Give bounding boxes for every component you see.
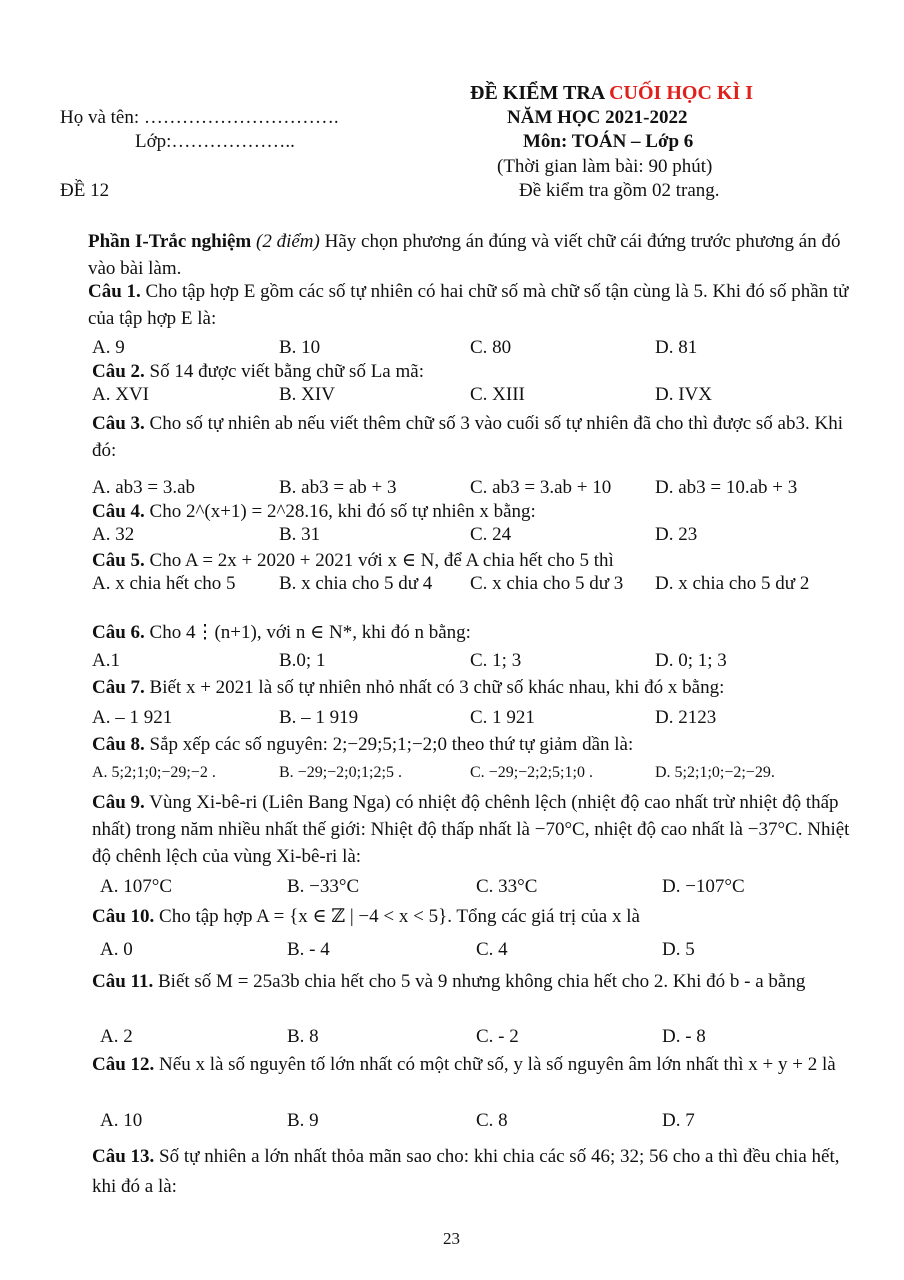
name-field: Họ và tên: …………………………. [60,107,339,128]
question-text: Cho tập hợp A = {x ∈ ℤ | −4 < x < 5}. Tổng các giá trị của x là [159,906,640,927]
option-a[interactable]: A. 0 [100,939,133,960]
options-4 [92,524,872,548]
section-points: (2 điểm) [256,231,320,252]
options-2 [92,384,872,408]
question-text: Số tự nhiên a lớn nhất thỏa mãn sao cho: khi chia các số 46; 32; 56 cho a thì đều chia hết, khi đó a là: [92,1146,840,1197]
question-5 [92,549,614,573]
question-label: Câu 5. [92,550,145,571]
options-8 [92,764,872,788]
exam-title-highlight: CUỐI HỌC KÌ I [609,82,754,104]
options-7 [92,707,872,731]
option-c[interactable]: C. 1; 3 [470,650,522,671]
option-b[interactable]: B. 9 [287,1110,319,1131]
page-number: 23 [443,1229,460,1248]
option-a[interactable]: A. XVI [92,384,149,405]
option-c[interactable]: C. - 2 [476,1026,519,1047]
exam-title-prefix: ĐỀ KIỂM TRA [470,82,605,104]
option-a[interactable]: A. – 1 921 [92,707,173,728]
option-d[interactable]: D. x chia cho 5 dư 2 [655,573,810,594]
question-label: Câu 10. [92,906,155,927]
options-12 [100,1110,880,1134]
question-7 [92,676,724,700]
question-9 [92,789,868,870]
options-10 [100,939,880,963]
question-10 [92,905,640,929]
option-c[interactable]: C. 80 [470,337,512,358]
option-a[interactable]: A. 5;2;1;0;−29;−2 . [92,764,216,781]
question-text: Nếu x là số nguyên tố lớn nhất có một chữ số, y là số nguyên âm lớn nhất thì x + y + 2 là [159,1054,836,1075]
option-a[interactable]: A.1 [92,650,120,671]
exam-title [470,82,753,104]
question-text: Số 14 được viết bằng chữ số La mã: [149,361,424,382]
option-d[interactable]: D. 5 [662,939,695,960]
option-a[interactable]: A. 10 [100,1110,143,1131]
option-c[interactable]: C. 4 [476,939,508,960]
option-c[interactable]: C. −29;−2;2;5;1;0 . [470,764,593,781]
section-title: Phần I-Trắc nghiệm [88,231,252,252]
options-11 [100,1026,880,1050]
option-c[interactable]: C. XIII [470,384,525,405]
option-b[interactable]: B.0; 1 [279,650,326,671]
option-a[interactable]: A. 107°C [100,876,172,897]
option-b[interactable]: B. 8 [287,1026,319,1047]
section-heading [88,228,868,282]
question-label: Câu 7. [92,677,145,698]
pages-note: Đề kiểm tra gồm 02 trang. [519,180,720,201]
question-text: Cho 2^(x+1) = 2^28.16, khi đó số tự nhiên x bằng: [149,501,536,522]
question-2 [92,360,424,384]
option-b[interactable]: B. −29;−2;0;1;2;5 . [279,764,402,781]
option-b[interactable]: B. - 4 [287,939,330,960]
option-a[interactable]: A. x chia hết cho 5 [92,573,236,594]
options-6 [92,650,872,674]
option-c[interactable]: C. 24 [470,524,512,545]
school-year: NĂM HỌC 2021-2022 [507,107,688,128]
question-label: Câu 9. [92,792,145,813]
class-field: Lớp:……………….. [135,131,295,152]
question-label: Câu 12. [92,1054,155,1075]
question-text: Cho A = 2x + 2020 + 2021 với x ∈ N, để A chia hết cho 5 thì [149,550,614,571]
options-9 [100,876,880,900]
question-13 [92,1142,868,1202]
exam-code: ĐỀ 12 [60,180,110,201]
question-text: Biết x + 2021 là số tự nhiên nhỏ nhất có 3 chữ số khác nhau, khi đó x bằng: [149,677,725,698]
option-a[interactable]: A. ab3 = 3.ab [92,477,196,498]
question-label: Câu 13. [92,1146,155,1167]
question-label: Câu 6. [92,622,145,643]
option-a[interactable]: A. 2 [100,1026,133,1047]
options-1 [92,337,872,361]
question-text: Biết số M = 25a3b chia hết cho 5 và 9 nhưng không chia hết cho 2. Khi đó b - a bằng [158,971,806,992]
question-text: Vùng Xi-bê-ri (Liên Bang Nga) có nhiệt độ chênh lệch (nhiệt độ cao nhất trừ nhiệt độ thấp nhất) trong năm nhiều nhất thế giới: Nhiệt độ thấp nhất là −70°C, nhiệt độ cao nhất là −37°C. Nhiệt độ chênh lệch của vùng Xi-bê-ri là: [92,792,850,867]
question-3 [92,410,868,464]
question-11 [92,968,868,995]
question-4 [92,500,536,524]
options-5 [92,573,872,619]
question-1 [88,278,868,332]
option-d[interactable]: D. −107°C [662,876,745,897]
question-label: Câu 2. [92,361,145,382]
option-a[interactable]: A. 32 [92,524,135,545]
option-c[interactable]: C. 1 921 [470,707,535,728]
option-b[interactable]: B. 10 [279,337,321,358]
section-instruction: Hãy chọn phương án đúng và viết chữ cái đứng trước phương án đó vào bài làm. [88,231,841,279]
option-c[interactable]: C. x chia cho 5 dư 3 [470,573,624,594]
option-a[interactable]: A. 9 [92,337,125,358]
question-text: Sắp xếp các số nguyên: 2;−29;5;1;−2;0 theo thứ tự giảm dần là: [149,734,634,755]
exam-time: (Thời gian làm bài: 90 phút) [497,156,713,177]
option-b[interactable]: B. −33°C [287,876,360,897]
option-b[interactable]: B. x chia cho 5 dư 4 [279,573,433,594]
question-label: Câu 1. [88,281,141,302]
question-label: Câu 4. [92,501,145,522]
option-d[interactable]: D. 81 [655,337,698,358]
option-c[interactable]: C. ab3 = 3.ab + 10 [470,477,612,498]
option-b[interactable]: B. – 1 919 [279,707,359,728]
option-d[interactable]: D. 0; 1; 3 [655,650,727,671]
options-3 [92,477,872,501]
option-d[interactable]: D. - 8 [662,1026,706,1047]
subject: Môn: TOÁN – Lớp 6 [523,131,694,152]
option-c[interactable]: C. 8 [476,1110,508,1131]
option-d[interactable]: D. 7 [662,1110,695,1131]
question-label: Câu 3. [92,413,145,434]
option-d[interactable]: D. IVX [655,384,712,405]
option-b[interactable]: B. XIV [279,384,335,405]
question-text: Cho tập hợp E gồm các số tự nhiên có hai chữ số mà chữ số tận cùng là 5. Khi đó số phần tử của tập hợp E là: [88,281,849,329]
option-d[interactable]: D. ab3 = 10.ab + 3 [655,477,798,498]
question-6 [92,621,471,645]
question-label: Câu 8. [92,734,145,755]
option-b[interactable]: B. ab3 = ab + 3 [279,477,397,498]
question-text: Cho số tự nhiên ab nếu viết thêm chữ số 3 vào cuối số tự nhiên đã cho thì được số ab3. Khi đó: [92,413,843,461]
question-12 [92,1051,868,1078]
option-c[interactable]: C. 33°C [476,876,538,897]
question-8 [92,733,633,757]
option-d[interactable]: D. 5;2;1;0;−2;−29. [655,764,775,781]
option-d[interactable]: D. 2123 [655,707,717,728]
option-b[interactable]: B. 31 [279,524,321,545]
question-label: Câu 11. [92,971,154,992]
question-text: Cho 4⋮(n+1), với n ∈ N*, khi đó n bằng: [149,622,471,643]
option-d[interactable]: D. 23 [655,524,698,545]
